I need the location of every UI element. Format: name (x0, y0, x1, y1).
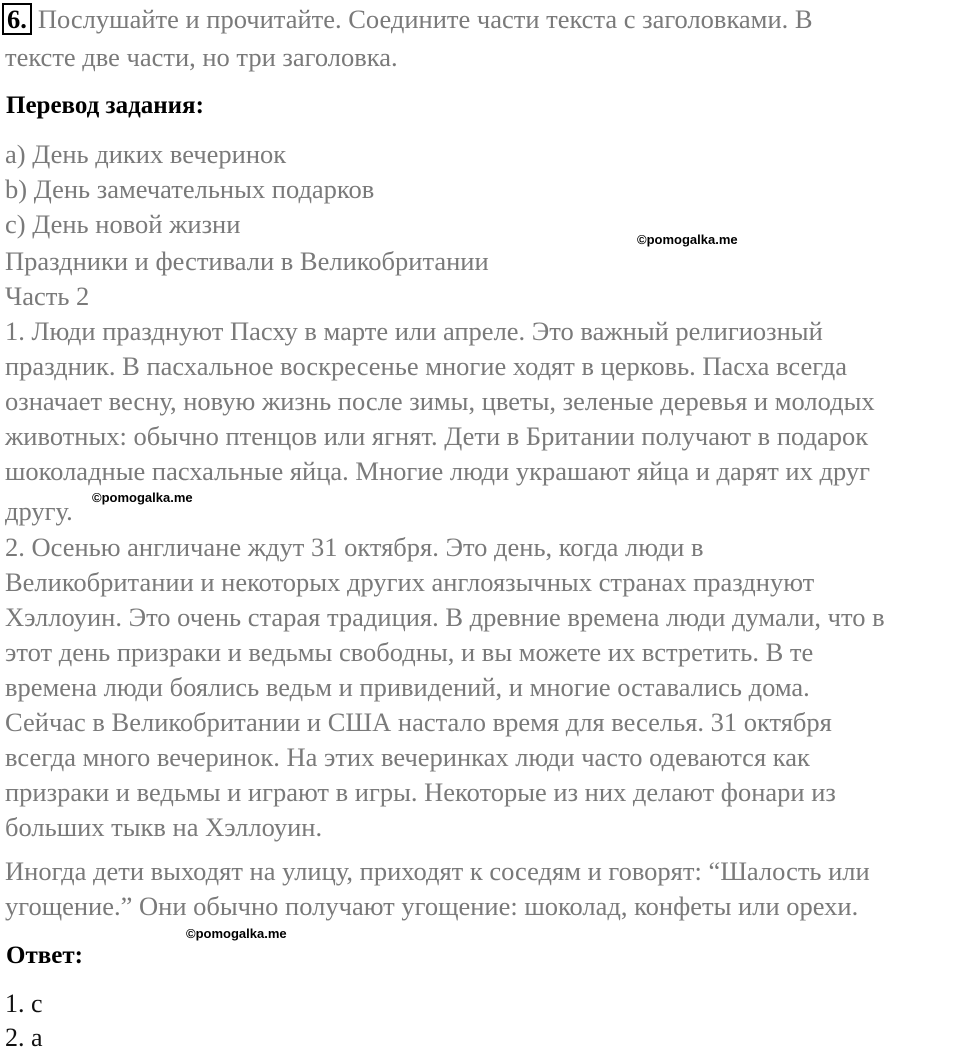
translation-heading: Перевод задания: (6, 92, 204, 119)
paragraph2-line: Хэллоуин. Это очень старая традиция. В древние времена люди думали, что в (5, 602, 885, 632)
task-number-badge: 6. (2, 3, 32, 35)
paragraph2-line: больших тыкв на Хэллоуин. (5, 812, 323, 842)
answer-item: 1. с (5, 989, 43, 1018)
paragraph3-line: угощение.” Они обычно получают угощение: шоколад, конфеты или орехи. (5, 891, 859, 921)
paragraph2-line: призраки и ведьмы и играют в игры. Некоторые из них делают фонари из (5, 777, 836, 807)
watermark: ©pomogalka.me (92, 490, 193, 505)
paragraph2-line: 2. Осенью англичане ждут 31 октября. Это день, когда люди в (5, 532, 704, 562)
paragraph3-line: Иногда дети выходят на улицу, приходят к соседям и говорят: “Шалость или (5, 856, 870, 886)
paragraph2-line: времена люди боялись ведьм и привидений, и многие оставались дома. (5, 672, 810, 702)
paragraph1-line: другу. (5, 496, 73, 526)
text-title: Праздники и фестивали в Великобритании (5, 246, 489, 276)
task-instruction-line-1: 6. Послушайте и прочитайте. Соедините части текста с заголовками. В (5, 2, 813, 36)
paragraph2-line: Великобритании и некоторых других англоязычных странах празднуют (5, 567, 815, 597)
answer-heading: Ответ: (6, 942, 83, 969)
paragraph1-line: праздник. В пасхальное воскресенье многие ходят в церковь. Пасха всегда (5, 351, 848, 381)
paragraph1-line: 1. Люди празднуют Пасху в марте или апреле. Это важный религиозный (5, 316, 823, 346)
headline-c: c) День новой жизни (5, 209, 241, 239)
paragraph1-line: животных: обычно птенцов или ягнят. Дети в Британии получают в подарок (5, 421, 869, 451)
paragraph1-line: шоколадные пасхальные яйца. Многие люди украшают яйца и дарят их друг (5, 456, 870, 486)
paragraph2-line: этот день призраки и ведьмы свободны, и вы можете их встретить. В те (5, 637, 814, 667)
part-label: Часть 2 (5, 281, 90, 311)
task-instruction-line-2: тексте две части, но три заголовка. (5, 42, 398, 72)
answer-item: 2. а (5, 1023, 43, 1052)
paragraph1-line: означает весну, новую жизнь после зимы, цветы, зеленые деревья и молодых (5, 386, 875, 416)
watermark: ©pomogalka.me (637, 232, 738, 247)
paragraph2-line: всегда много вечеринок. На этих вечеринках люди часто одеваются как (5, 742, 810, 772)
headline-a: а) День диких вечеринок (5, 139, 287, 169)
paragraph2-line: Сейчас в Великобритании и США настало время для веселья. 31 октября (5, 707, 832, 737)
watermark: ©pomogalka.me (186, 926, 287, 941)
headline-b: b) День замечательных подарков (5, 174, 375, 204)
